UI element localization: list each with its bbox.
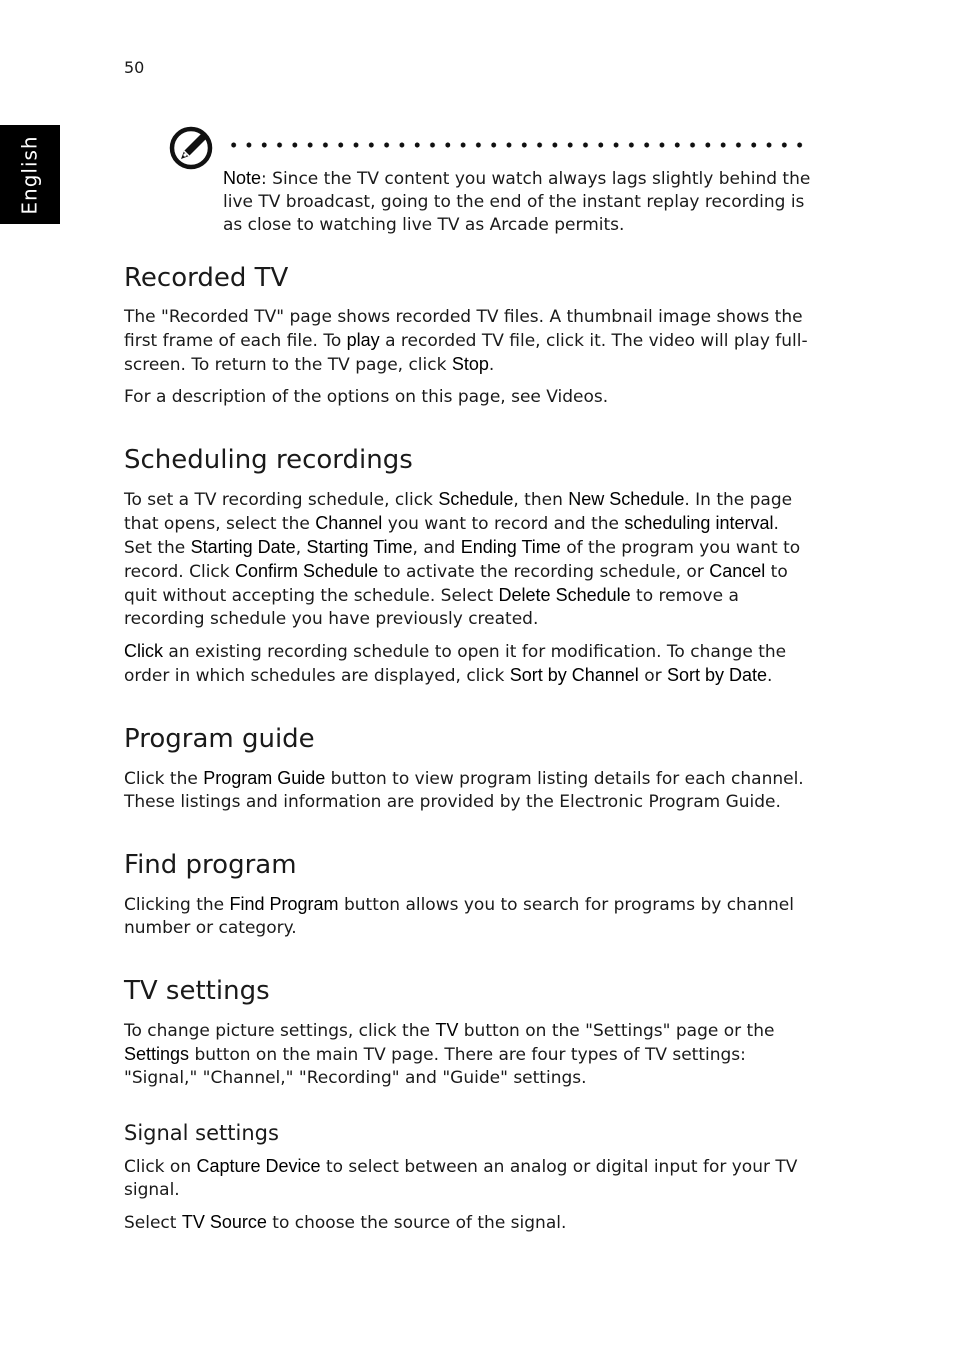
signal-settings-paragraph-1: Click on Capture Device to select between an analog or digital input for your TV signal. (124, 1156, 798, 1200)
signal-settings-paragraph-2: Select TV Source to choose the source of the signal. (124, 1212, 567, 1233)
main-content (124, 262, 810, 1244)
language-tab (0, 125, 60, 224)
page-number: 50 (124, 58, 145, 77)
heading-tv-settings: TV settings (124, 976, 270, 1006)
note-text: Note: Since the TV content you watch always lags slightly behind the live TV broadcast, going to the end of the instant replay recording is as close to watching live TV as Arcade permits. (223, 168, 811, 235)
tv-settings-paragraph: To change picture settings, click the TV button on the "Settings" page or the Settings button on the main TV page. There are four types of TV settings: "Signal," "Channel," "Recording" and "Guide" settings. (124, 1020, 775, 1088)
note-pencil-icon (168, 125, 214, 171)
program-guide-paragraph: Click the Program Guide button to view program listing details for each channel. These listings and information are provided by the Electronic Program Guide. (124, 768, 804, 812)
note-divider (226, 142, 810, 148)
find-program-paragraph: Clicking the Find Program button allows you to search for programs by channel number or category. (124, 894, 794, 938)
note-label: Note (223, 168, 262, 188)
language-tab-label: English (18, 134, 42, 215)
heading-scheduling-recordings: Scheduling recordings (124, 445, 413, 475)
heading-recorded-tv: Recorded TV (124, 263, 289, 293)
recorded-tv-paragraph-2: For a description of the options on this page, see Videos. (124, 387, 609, 407)
heading-signal-settings: Signal settings (124, 1121, 279, 1145)
heading-program-guide: Program guide (124, 724, 315, 754)
recorded-tv-paragraph-1: The "Recorded TV" page shows recorded TV files. A thumbnail image shows the first frame of each file. To play a recorded TV file, click it. The video will play full-screen. To return to the TV page, click Stop. (124, 307, 808, 375)
scheduling-paragraph-2: Click an existing recording schedule to open it for modification. To change the order in which schedules are displayed, click Sort by Channel or Sort by Date. (124, 641, 787, 686)
heading-find-program: Find program (124, 850, 297, 880)
scheduling-paragraph-1: To set a TV recording schedule, click Schedule, then New Schedule. In the page that opens, select the Channel you want to record and the scheduling interval. Set the Starting Date, Starting Time, and Ending Time of the program you want to record. Click Confirm Schedule to activate the recording schedule, or Cancel to quit without accepting the schedule. Select Delete Schedule to remove a recording schedule you have previously created. (124, 489, 801, 629)
